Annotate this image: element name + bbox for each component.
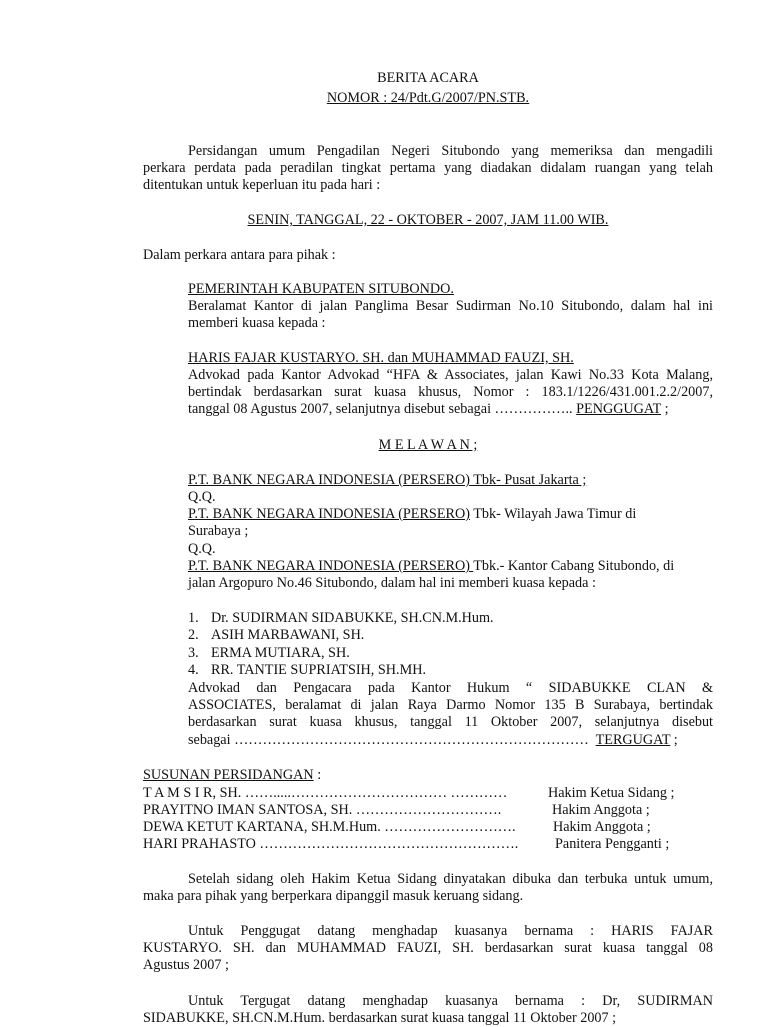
plaintiff-role-line (188, 401, 669, 418)
defendant-role-suffix: ; (670, 732, 678, 748)
document-number-text: NOMOR : 24/Pdt.G/2007/PN.STB. (326, 90, 530, 106)
qq-1: Q.Q. (188, 489, 216, 505)
firm-line-1: Advokad dan Pengacara pada Kantor Hukum “ SIDABUKKE CLAN & (188, 680, 713, 696)
defendant-role-prefix: sebagai ………………………………………………………………… (188, 732, 596, 748)
panel-heading-text: SUSUNAN PERSIDANGAN (143, 767, 314, 783)
plaintiff-role-suffix: ; (661, 401, 669, 417)
defendant-role-line (188, 732, 678, 749)
list-number: 2. (188, 627, 199, 643)
versus-text: M E L A W A N ; (378, 437, 478, 453)
panel-member-role: Panitera Pengganti ; (555, 836, 670, 852)
list-item (188, 627, 364, 644)
defendant-entity-2 (188, 506, 636, 523)
proceedings-p2-line-3: Agustus 2007 ; (143, 957, 229, 973)
plaintiff-role: PENGGUGAT (576, 401, 662, 417)
plaintiff-lawyers (188, 350, 574, 367)
list-number: 4. (188, 662, 199, 678)
defendant-entity-3-line-2: jalan Argopuro No.46 Situbondo, dalam hal ini memberi kuasa kepada : (188, 575, 596, 591)
opening-line-2: perkara perdata pada peradilan tingkat pertama yang diadakan didalam ruangan yang telah (143, 160, 713, 176)
defendant-entity-3 (188, 558, 674, 575)
defendant-entity-3-rest: Tbk.- Kantor Cabang Situbondo, di (473, 558, 675, 574)
plaintiff-lawyer-line-1: Advokad pada Kantor Advokad “HFA & Associates, jalan Kawi No.33 Kota Malang, (188, 367, 713, 383)
list-item (188, 645, 350, 662)
hearing-date (0, 212, 768, 229)
plaintiff-line-1: Beralamat Kantor di jalan Panglima Besar Sudirman No.10 Situbondo, dalam hal ini (188, 298, 713, 314)
proceedings-p2-line-2: KUSTARYO. SH. dan MUHAMMAD FAUZI, SH. berdasarkan surat kuasa tanggal 08 (143, 940, 713, 956)
hearing-date-text: SENIN, TANGGAL, 22 - OKTOBER - 2007, JAM 11.00 WIB. (247, 212, 609, 228)
qq-2: Q.Q. (188, 541, 216, 557)
document-number (0, 90, 768, 107)
lawyer-name: RR. TANTIE SUPRIATSIH, SH.MH. (211, 662, 426, 678)
panel-member-role: Hakim Ketua Sidang ; (548, 785, 675, 801)
plaintiff-name (188, 281, 454, 298)
firm-line-3: berdasarkan surat kuasa khusus, tanggal 11 Oktober 2007, selanjutnya disebut (188, 714, 713, 730)
list-item (188, 610, 494, 627)
defendant-entity-2-line-2: Surabaya ; (188, 523, 249, 539)
defendant-role: TERGUGAT (595, 732, 671, 748)
panel-member-role: Hakim Anggota ; (552, 802, 650, 818)
plaintiff-name-text: PEMERINTAH KABUPATEN SITUBONDO. (188, 281, 454, 297)
panel-member-name: T A M S I R, SH. …….....…………………………… ………… (143, 785, 508, 801)
defendant-entity-2-name: P.T. BANK NEGARA INDONESIA (PERSERO) (188, 506, 470, 522)
panel-heading-suffix: : (313, 767, 322, 783)
defendant-entity-3-name: P.T. BANK NEGARA INDONESIA (PERSERO) (188, 558, 474, 574)
opening-line-3: ditentukan untuk keperluan itu pada hari : (143, 177, 381, 193)
versus-heading (0, 437, 768, 454)
parties-intro: Dalam perkara antara para pihak : (143, 247, 336, 263)
lawyer-name: ASIH MARBAWANI, SH. (211, 627, 365, 643)
panel-member-name: HARI PRAHASTO ………………………………………………. (143, 836, 519, 852)
plaintiff-lawyers-text: HARIS FAJAR KUSTARYO. SH. dan MUHAMMAD FAUZI, SH. (188, 350, 574, 366)
panel-member-role: Hakim Anggota ; (553, 819, 651, 835)
proceedings-p1-line-1: Setelah sidang oleh Hakim Ketua Sidang dinyatakan dibuka dan terbuka untuk umum, (188, 871, 713, 887)
opening-line-1: Persidangan umum Pengadilan Negeri Situbondo yang memeriksa dan mengadili (188, 143, 713, 159)
panel-member-name: PRAYITNO IMAN SANTOSA, SH. …………………………. (143, 802, 502, 818)
proceedings-p1-line-2: maka para pihak yang berperkara dipanggil masuk keruang sidang. (143, 888, 524, 904)
firm-line-2: ASSOCIATES, beralamat di jalan Raya Darmo Nomor 135 B Surabaya, bertindak (188, 697, 713, 713)
defendant-entity-1-text: P.T. BANK NEGARA INDONESIA (PERSERO) Tbk- Pusat Jakarta ; (188, 472, 587, 488)
plaintiff-role-prefix: tanggal 08 Agustus 2007, selanjutnya disebut sebagai …………….. (188, 401, 577, 417)
lawyer-name: ERMA MUTIARA, SH. (211, 645, 350, 661)
panel-member-name: DEWA KETUT KARTANA, SH.M.Hum. ………………………. (143, 819, 516, 835)
plaintiff-lawyer-line-2: bertindak berdasarkan surat kuasa khusus, Nomor : 183.1/1226/431.001.2.2/2007, (188, 384, 713, 400)
plaintiff-line-2: memberi kuasa kepada : (188, 315, 326, 331)
defendant-entity-1 (188, 472, 586, 489)
proceedings-p2-line-1: Untuk Penggugat datang menghadap kuasanya bernama : HARIS FAJAR (188, 923, 713, 939)
panel-heading (143, 767, 321, 784)
list-number: 3. (188, 645, 199, 661)
document-title: BERITA ACARA (377, 70, 479, 86)
proceedings-p3-line-2: SIDABUKKE, SH.CN.M.Hum. berdasarkan surat kuasa tanggal 11 Oktober 2007 ; (143, 1010, 617, 1026)
proceedings-p3-line-1: Untuk Tergugat datang menghadap kuasanya bernama : Dr, SUDIRMAN (188, 993, 713, 1009)
list-item (188, 662, 426, 679)
defendant-entity-2-rest: Tbk- Wilayah Jawa Timur di (469, 506, 637, 522)
lawyer-name: Dr. SUDIRMAN SIDABUKKE, SH.CN.M.Hum. (211, 610, 494, 626)
list-number: 1. (188, 610, 199, 626)
